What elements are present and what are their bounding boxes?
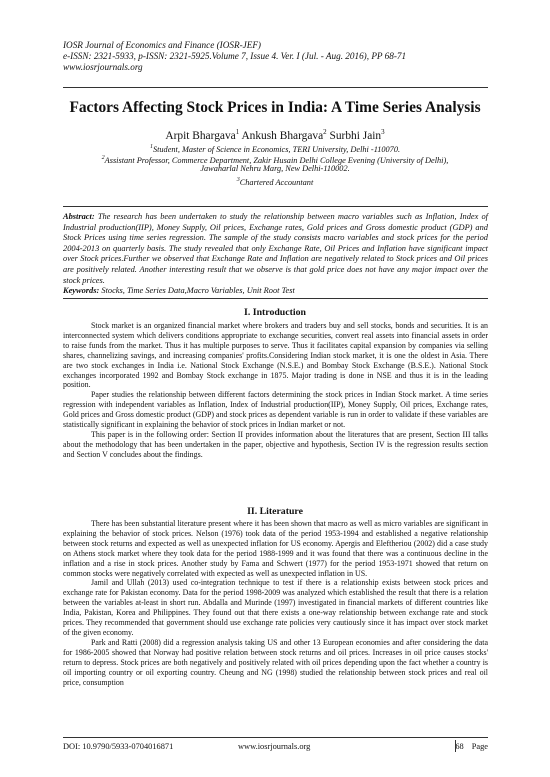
footer-page [455,741,488,752]
paragraph: Jamil and Ullah (2013) used co-integration technique to test if there is a relationship exists between stock prices and exchange rate for Pakistan economy. Data for the period 1998-2009 was analyzed which established the result that there is a relation between the variables at-least in short run. Abdalla and Murinde (1997) investigated in financial markets of different countries like India, Pakistan, Korea and Philippines. They found out that there exists a one-way relationship between exchange rate and stock prices. They recommended that government should use exchange rate policies very cautiously since it has impact over stock market of the given economy. [63,578,488,637]
author-mark: 3 [381,128,385,136]
affiliation-3 [70,175,480,188]
introduction-body [63,321,488,460]
abstract-top-rule [63,206,488,207]
affiliation-text: Assistant Professor, Commerce Department, Zakir Husain Delhi College Evening (University of Delhi), [104,155,449,165]
abstract [63,212,488,286]
abstract-bottom-rule [63,298,488,299]
paragraph: Paper studies the relationship between different factors determining the stock prices in Indian Stock market. A time series regression with independent variables as Inflation, Index of Industrial production(IIP), Money Supply, Oil prices, Exchange rates, Gold prices and Gross domestic product (GDP) and stock prices as dependent variable is run in order to validate if these variables are statistically significant in explaining the behavior of stock prices in Indian market or not. [63,390,488,430]
author-mark: 1 [235,128,240,136]
footer-website[interactable]: www.iosrjournals.org [238,742,311,751]
author-list [40,125,510,143]
author-name: Surbhi Jain [329,129,382,142]
journal-issn: e-ISSN: 2321-5933, p-ISSN: 2321-5925.Volume 7, Issue 4. Ver. I (Jul. - Aug. 2016), PP 68-71 [63,51,407,61]
journal-header [63,40,493,73]
footer-separator [455,740,456,752]
affiliation-text: Chartered Accountant [239,177,314,187]
journal-name: IOSR Journal of Economics and Finance (IOSR-JEF) [63,40,261,50]
keywords-text: Stocks, Time Series Data,Macro Variables, Unit Root Test [101,286,295,295]
abstract-text: The research has been undertaken to study the relationship between macro variables such as Inflation, Index of Industrial production(IIP), Money Supply, Oil prices, Exchange rates, Gold prices and Gross domestic product (GDP) and Stock Prices using time series regression. The sample of the study consists macro variables and stock prices for the period 2004-2013 on quarterly basis. The study revealed that only Exchange Rate, Oil Prices and Inflation have significant impact over Stock prices.Further we observed that Exchange Rate and Inflation are negatively related to Stock prices and Oil prices are positively related. Another interesting result that we observe is that gold price does not have any major impact over the stock prices. [63,212,488,285]
affiliation-text: Student, Master of Science in Economics, TERI University, Delhi -110070. [152,144,401,154]
footer-rule [63,737,488,738]
keywords-label: Keywords: [63,286,100,295]
abstract-label: Abstract: [63,212,95,221]
affiliation-mark: 1 [149,144,153,150]
affiliation-2-line-2: Jawaharlal Nehru Marg, New Delhi-110002. [200,164,350,173]
paragraph: This paper is in the following order: Section II provides information about the literatures that are present, Section III talks about the methodology that has been undertaken in the paper, objective and hypothesis, Section IV is the regression results section and Section V concludes about the findings. [63,429,488,459]
journal-website[interactable]: www.iosrjournals.org [63,62,143,72]
header-rule [63,87,488,88]
paragraph: There has been substantial literature present where it has been shown that macro as well as micro variables are significant in explaining the behavior of stock prices. Nelson (1976) took data of the period 1953-1994 and established a negative relationship between stock returns and expected as well as unexpected inflation for US economy. Apergis and Eleftheriou (2002) did a case study on Athens stock market where they took data for the period 1988-1999 and it was found that there was a continuous decline in the inflation and a rise in stock prices. Another study by Fama and Schwert (1977) for the period 1953-1971 showed that return on common stocks were negatively correlated with expected as well as unexpected inflation in US. [63,519,488,578]
affiliation-mark: 3 [236,177,240,183]
literature-body [63,519,488,687]
author-mark: 2 [323,128,327,136]
paper-title: Factors Affecting Stock Prices in India: A Time Series Analysis [69,99,481,116]
page-label: Page [471,742,488,751]
author-name: Arpit Bhargava [165,129,236,142]
author-name: Ankush Bhargava [241,129,324,142]
footer-doi: DOI: 10.9790/5933-0704016871 [63,742,174,751]
page-number: 68 [455,742,464,751]
paragraph: Park and Ratti (2008) did a regression analysis taking US and other 13 European economies and after considering the data for 1986-2005 showed that Norway had positive relation between stock returns and oil prices. Increases in oil price causes stocks' return to depress. Stock prices are both negatively and positively related with oil prices depending upon the fact whether a country is oil importing country or oil exporting country. Cheung and NG (1998) studied the relationship between stock prices and real oil price, consumption [63,637,488,687]
affiliation-mark: 2 [101,155,105,161]
section-heading-introduction: I. Introduction [244,307,306,318]
section-heading-literature: II. Literature [247,506,303,517]
paragraph: Stock market is an organized financial market where brokers and traders buy and sell stocks, bonds and securities. It is an interconnected system which delivers conditions appropriate to exchange securities, convert real assets into financial assets in order to raise funds from the market. Thus it has multiple purposes to serve. Thus it facilitates capital expansion by companies via selling shares, channelizing savings, and increasing companies' profits.Considering Indian stock market, it is one the oldest in Asia. There are two stock exchanges in India i.e. National Stock Exchange (N.S.E.) and Bombay Stock Exchange (B.S.E.). National Stock exchanges incorporated 1992 and Bombay Stock exchange in 1875. Major trading is done in NSE and thus it is in the leading position. [63,321,488,390]
keywords [63,286,488,297]
